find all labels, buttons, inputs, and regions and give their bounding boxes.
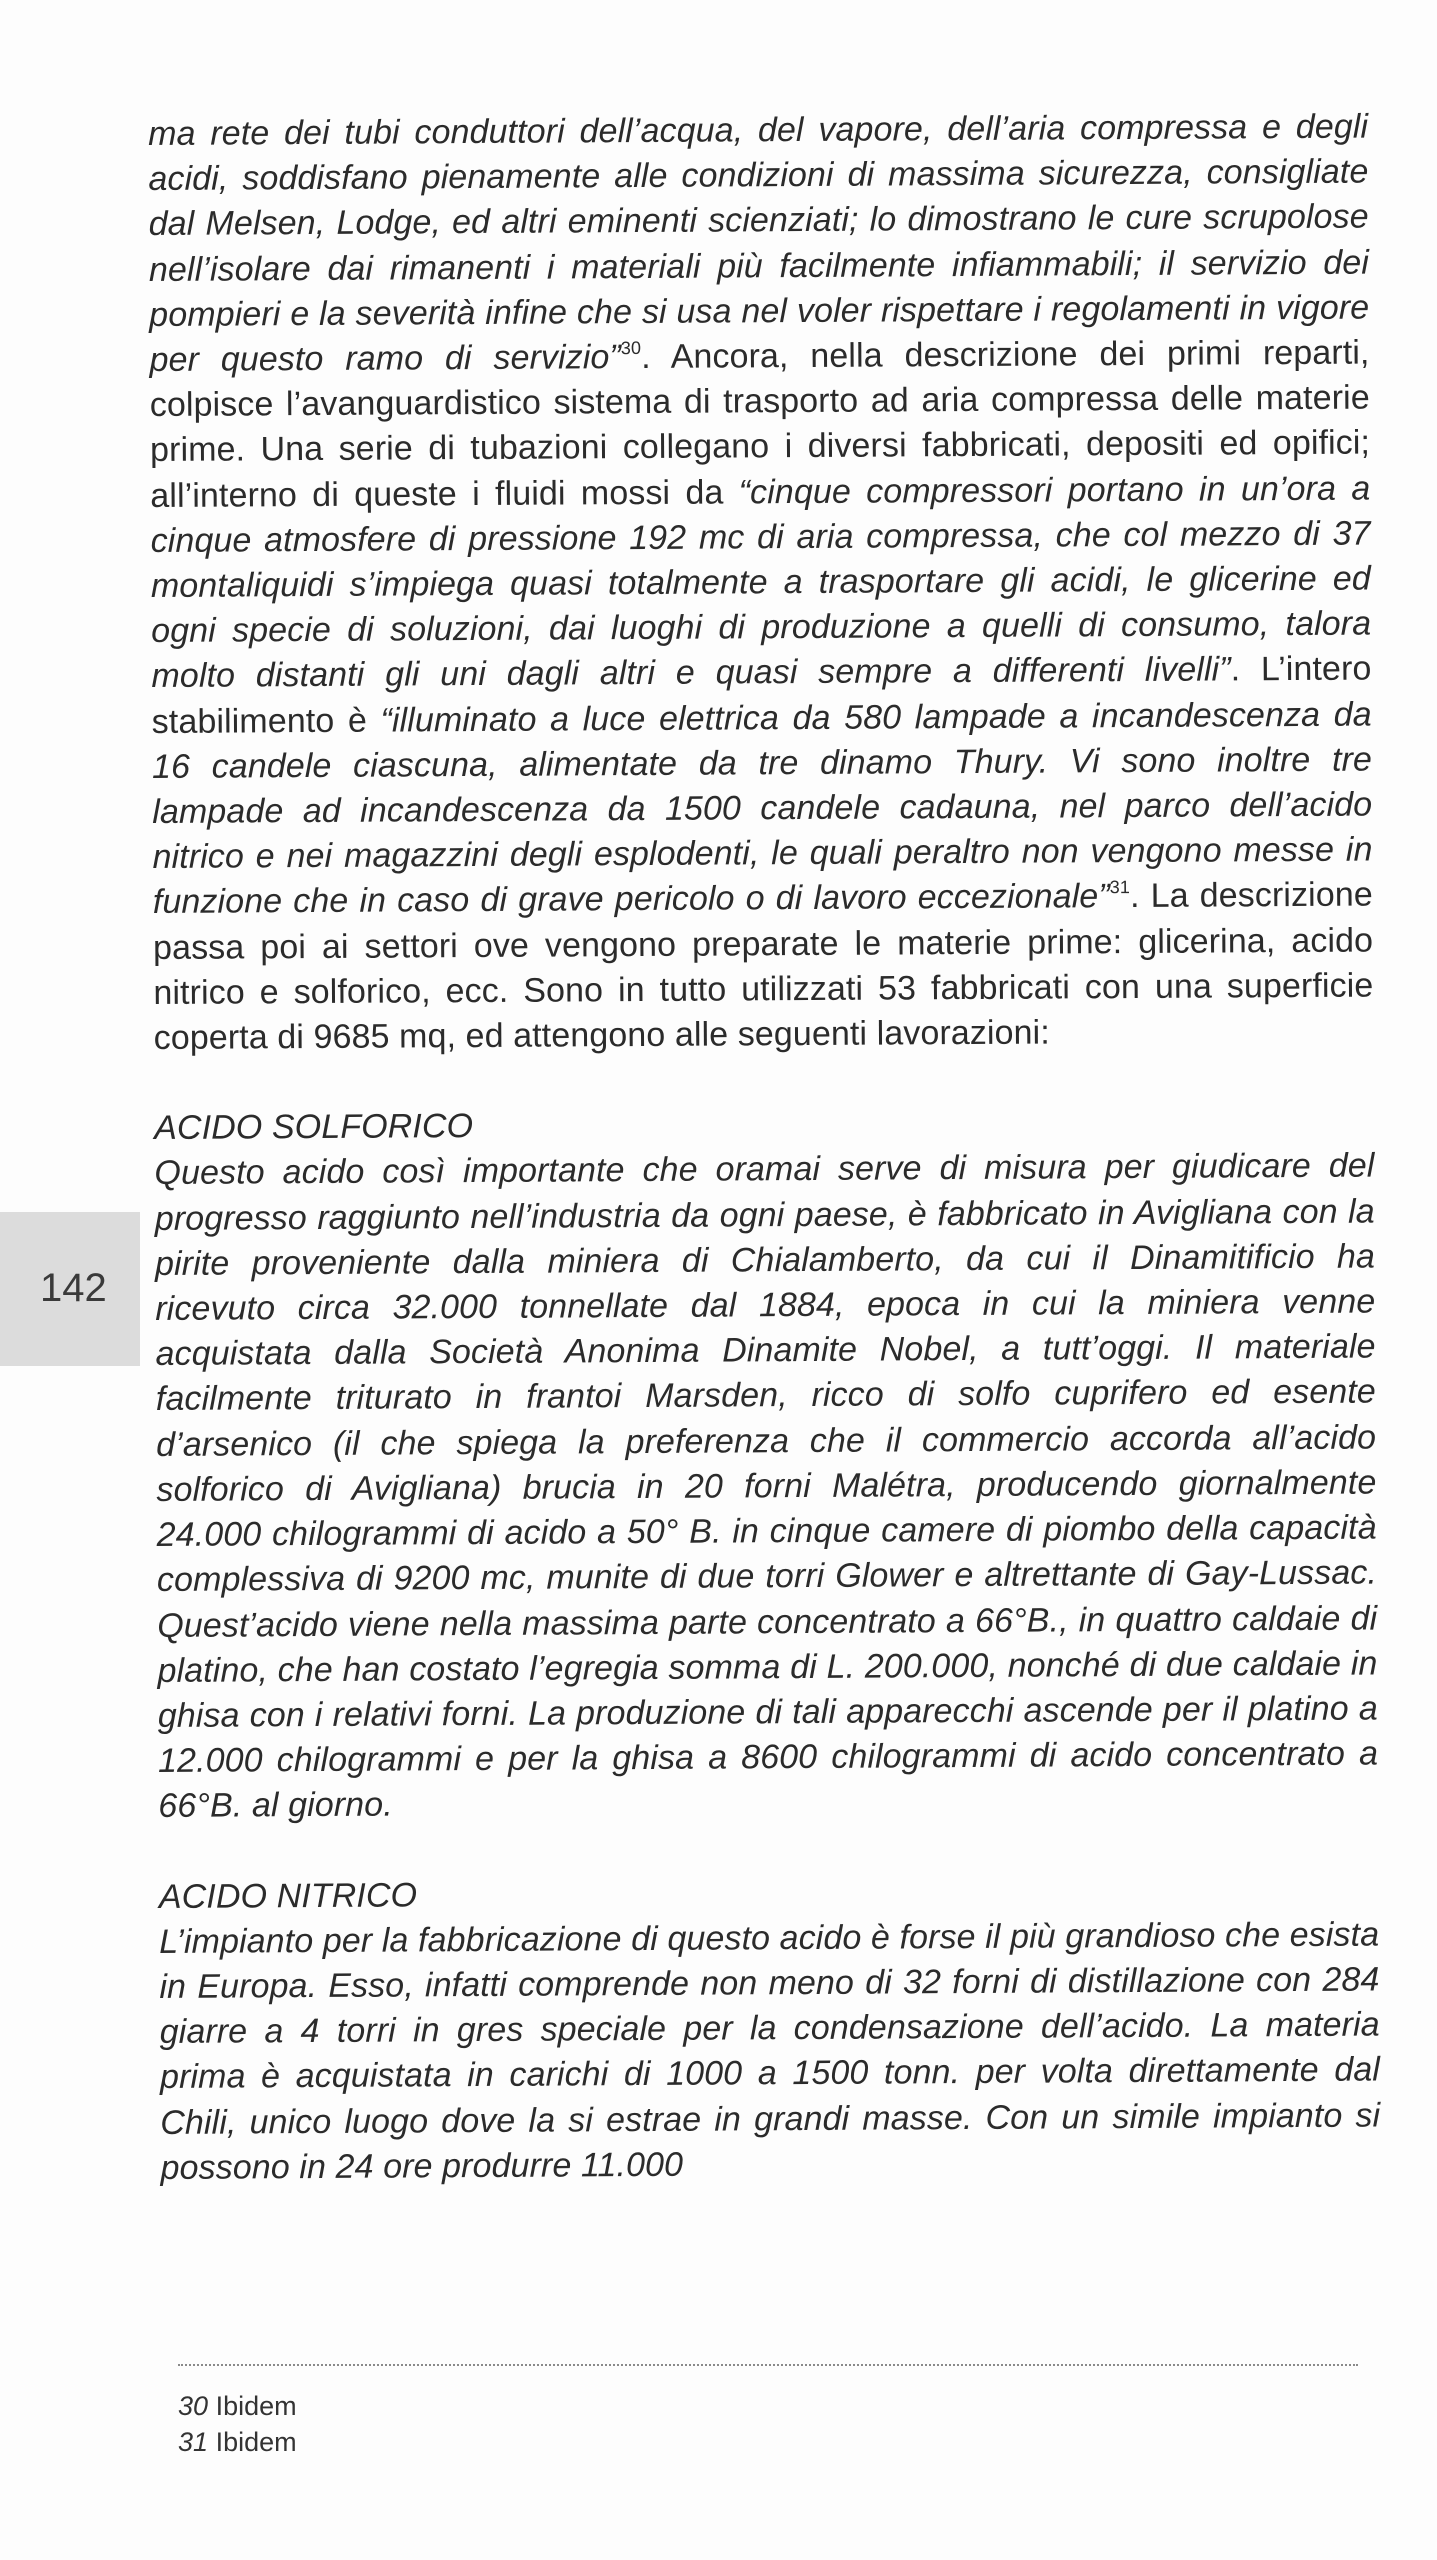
section-title-acido-nitrico: ACIDO NITRICO: [158, 1875, 418, 1916]
intro-paragraph: [148, 105, 1374, 1062]
footnote: [178, 2424, 297, 2460]
paragraph-text: . L’intero stabilimento è: [151, 649, 1372, 741]
section-title-acido-solforico: ACIDO SOLFORICO: [154, 1107, 474, 1148]
section-quote: L’impianto per la fabbricazione di questo acido è forse il più grandioso che esista in Europa. Esso, infatti comprende non meno di 32 forni di distillazione con 284 giarre a 4 torri in gres speciale per la condensazione dell’acido. La materia prima è acquistata in carichi di 1000 a 1500 tonn. per volta direttamente dal Chili, unico luogo dove la si estrae in grandi masse. Con un simile impianto si possono in 24 ore produrre 11.000: [159, 1915, 1381, 2187]
footnote-ref: 30: [620, 337, 642, 358]
footnote-ref: 31: [1109, 877, 1131, 898]
quote-lighting: “illuminato a luce elettrica da 580 lampade a incandescenza da 16 candele ciascuna, alimentate da tre dinamo Thury. Vi sono inoltre tre lampade ad incandescenza da 1500 candele cadauna, nel parco dell’acido nitrico e nei magazzini degli esplodenti, le quali peraltro non vengono messe in funzione che in caso di grave pericolo o di lavoro eccezionale”: [151, 695, 1373, 922]
footnote-number: 31: [178, 2427, 209, 2457]
section-text-acido-solforico: [154, 1144, 1378, 1829]
quote-continuation: ma rete dei tubi conduttori dell’acqua, del vapore, dell’aria compressa e degli acidi, soddisfano pienamente alle condizioni di massima sicurezza, consigliate dal Melsen, Lodge, ed altri eminenti scienziati; lo dimostrano le cure scrupolose nell’isolare dai rimanenti i materiali più facilmente infiammabili; il servizio dei pompieri e la severità infine che si usa nel voler rispettare i regolamenti in vigore per questo ramo di servizio”: [148, 107, 1370, 380]
footnote-number: 30: [178, 2391, 209, 2421]
body-text: [148, 105, 1381, 2191]
footnote-text: Ibidem: [215, 2391, 297, 2421]
quote-compressors: “cinque compressori portano in un’ora a cinque atmosfere di pressione 192 mc di aria compressa, che col mezzo di 37 montaliquidi s’impiega quasi totalmente a trasportare gli acidi, le glicerine ed ogni specie di soluzioni, dai luoghi di produzione a quelli di consumo, talora molto distanti gli uni dagli altri e quasi sempre a differenti livelli”: [150, 469, 1372, 696]
footnotes: [178, 2388, 297, 2460]
paragraph-text: . Ancora, nella descrizione dei primi reparti, colpisce l’avanguardistico sistema di trasporto ad aria compressa delle materie prime. Una serie di tubazioni collegano i diversi fabbricati, depositi ed opifici; all’interno di queste i fluidi mossi da: [149, 333, 1371, 515]
section-text-acido-nitrico: [159, 1912, 1381, 2191]
page-number: 142: [40, 1266, 107, 1310]
footnote: [178, 2388, 297, 2424]
footnote-divider: [178, 2364, 1358, 2366]
section-quote: Questo acido così importante che oramai serve di misura per giudicare del progresso raggiunto nell’industria da ogni paese, è fabbricato in Avigliana con la pirite proveniente dalla miniera di Chialamberto, da cui il Dinamitificio ha ricevuto circa 32.000 tonnellate dal 1884, epoca in cui la miniera venne acquistata dalla Società Anonima Dinamite Nobel, a tutt’oggi. Il materiale facilmente triturato in frantoi Marsden, ricco di solfo cuprifero ed esente d’arsenico (il che spiega la preferenza che il commercio accorda all’acido solforico di Avigliana) brucia in 20 forni Malétra, producendo giornalmente 24.000 chilogrammi di acido a 50° B. in cinque camere di piombo della capacità complessiva di 9200 mc, munite di due torri Glower e altrettante di Gay-Lussac. Quest’acido viene nella massima parte concentrato a 66°B., in quattro caldaie di platino, che han costato l’egregia somma di L. 200.000, nonché di due caldaie in ghisa con i relativi forni. La produzione di tali apparecchi ascende per il platino a 12.000 chilogrammi e per la ghisa a 8600 chilogrammi di acido concentrato a 66°B. al giorno.: [154, 1146, 1379, 1826]
paragraph-text: . La descrizione passa poi ai settori ove vengono preparate le materie prime: glicerina, acido nitrico e solforico, ecc. Sono in tutto utilizzati 53 fabbricati con una superficie coperta di 9685 mq, ed attengono alle seguenti lavorazioni:: [152, 875, 1374, 1058]
footnote-text: Ibidem: [215, 2427, 297, 2457]
